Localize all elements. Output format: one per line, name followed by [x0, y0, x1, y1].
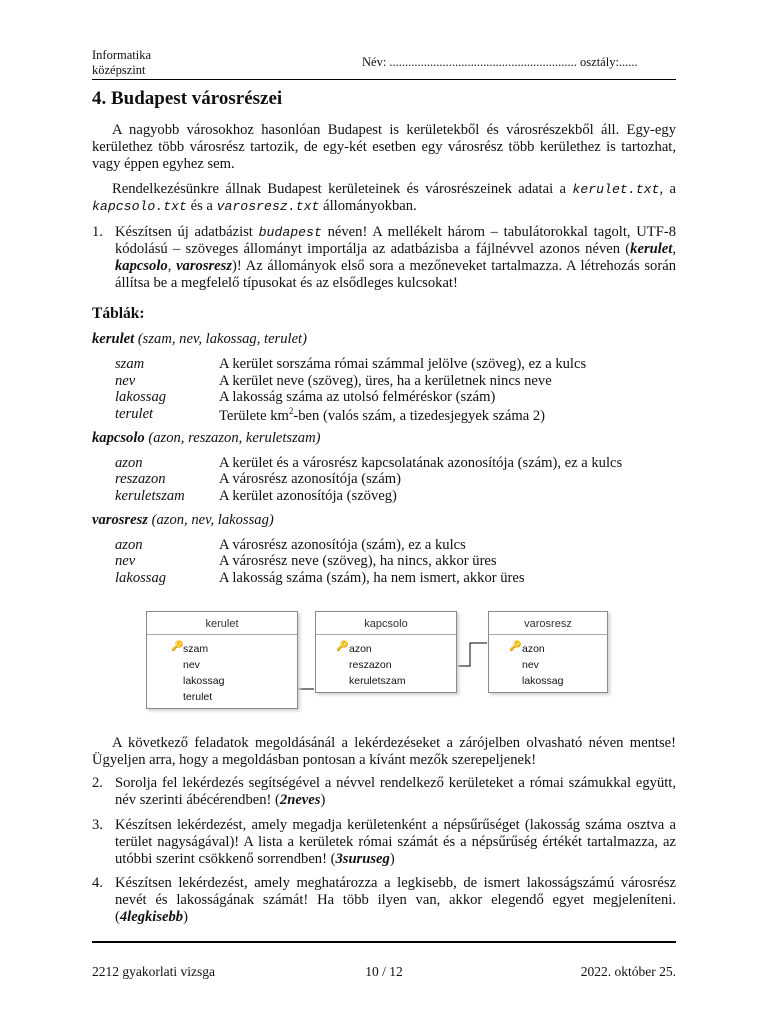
key-icon: 🔑	[171, 641, 184, 652]
field-desc: A lakosság száma az utolsó felméréskor (szám)	[219, 389, 496, 405]
footer-date: 2022. október 25.	[580, 964, 676, 979]
file-varosresz: varosresz.txt	[216, 199, 320, 214]
field-desc: A városrész azonosítója (szám), ez a kulcs	[219, 537, 466, 553]
task-1-text: Készítsen új adatbázist budapest néven! A mellékelt három – tabulátorokkal tagolt, UTF-8 kódolású – szöveges állományt importálja az adatbázisba a fájlnévvel azonos néven (kerulet, kapcsolo, varosresz)! Az állományok első sora a mezőneveket tartalmazza. A létrehozás során állítsa be a megfelelő típusokat és az elsődleges kulcsokat!	[115, 224, 676, 291]
field-desc: A városrész azonosítója (szám)	[219, 471, 401, 487]
field-desc: A lakosság száma (szám), ha nem ismert, akkor üres	[219, 570, 525, 586]
box-title: kerulet	[205, 618, 239, 630]
table-varosresz-header: varosresz (azon, nev, lakossag)	[92, 512, 274, 528]
subject-line-2: középszint	[92, 63, 146, 77]
db-name: budapest	[258, 225, 322, 240]
key-icon: 🔑	[336, 641, 349, 652]
table-box-varosresz[interactable]	[488, 611, 608, 693]
field-desc: Területe $km^2$-ben (valós szám, a tizedesjegyek száma 2)	[219, 406, 546, 424]
box-field: azon	[349, 643, 372, 655]
field-desc: A városrész neve (szöveg), ha nincs, akkor üres	[219, 553, 497, 569]
table-box-kapcsolo[interactable]	[315, 611, 457, 693]
field-name: szam	[115, 356, 145, 372]
name-class-field: Név: ............................................................ osztály:......	[362, 55, 638, 69]
box-field: keruletszam	[349, 675, 406, 687]
table-box-kerulet[interactable]	[146, 611, 298, 709]
tables-heading: Táblák:	[92, 305, 145, 322]
save-note: A következő feladatok megoldásánál a lekérdezéseket a zárójelben olvasható néven mentse! Ügyeljen arra, hogy a megoldásban pontosan a kívánt mezők szerepeljenek!	[92, 735, 676, 768]
footer-rule	[92, 941, 676, 943]
files-paragraph: Rendelkezésünkre állnak Budapest kerületeinek és városrészeinek adatai a kerulet.txt, a kapcsolo.txt és a varosresz.txt állományokban.	[92, 181, 676, 214]
key-icon: 🔑	[509, 641, 522, 652]
task-2-number: 2.	[92, 775, 103, 791]
field-name: nev	[115, 373, 136, 389]
box-field: nev	[522, 659, 539, 671]
page-number: 10 / 12	[365, 964, 403, 979]
file-kerulet: kerulet.txt	[572, 182, 660, 197]
field-name: lakossag	[115, 389, 167, 405]
box-field: reszazon	[349, 659, 392, 671]
box-field: nev	[183, 659, 200, 671]
task-4-text: Készítsen lekérdezést, amely meghatározza a legkisebb, de ismert lakosságszámú városrész nevét és lakosságának számát! Ha több ilyen van, akkor elegendő egyet megjeleníteni. (4legkisebb)	[115, 875, 676, 925]
footer-exam-code: 2212 gyakorlati vizsga	[92, 964, 215, 979]
field-name: azon	[115, 455, 143, 471]
field-name: azon	[115, 537, 143, 553]
box-title: kapcsolo	[364, 618, 408, 630]
subject-line-1: Informatika	[92, 48, 152, 62]
task-3-number: 3.	[92, 817, 103, 833]
table-kapcsolo-header: kapcsolo (azon, reszazon, keruletszam)	[92, 430, 321, 446]
file-kapcsolo: kapcsolo.txt	[92, 199, 187, 214]
box-title: varosresz	[524, 618, 572, 630]
field-name: nev	[115, 553, 136, 569]
field-desc: A kerület sorszáma római számmal jelölve (szöveg), ez a kulcs	[219, 356, 587, 372]
box-field: lakossag	[183, 675, 225, 687]
field-name: terulet	[115, 406, 154, 422]
box-field: lakossag	[522, 675, 564, 687]
field-name: lakossag	[115, 570, 167, 586]
field-desc: A kerület és a városrész kapcsolatának azonosítója (szám), ez a kulcs	[219, 455, 623, 471]
task-2-text: Sorolja fel lekérdezés segítségével a névvel rendelkező kerületeket a római számukkal együtt, név szerinti ábécérendben! (2neves)	[115, 775, 676, 808]
intro-paragraph: A nagyobb városokhoz hasonlóan Budapest is kerületekből és városrészekből áll. Egy-egy kerülethez több városrész tartozik, de egy-két esetben egy városrész több kerülethez is tartozhat, vagy éppen egyhez sem.	[92, 122, 676, 172]
field-name: keruletszam	[115, 488, 185, 504]
box-field: szam	[183, 643, 209, 655]
relation-line-kapcsolo-varosresz	[456, 643, 487, 666]
task-3-text: Készítsen lekérdezést, amely megadja kerületenként a népsűrűséget (lakosság száma osztva a terület nagyságával)! A lista a kerületek római számát és a népsűrűség értékét tartalmazza, az utóbbi szerint csökkenő sorrendben! (3suruseg)	[115, 817, 676, 867]
box-field: azon	[522, 643, 545, 655]
table-kerulet-header: kerulet (szam, nev, lakossag, terulet)	[92, 331, 307, 347]
field-desc: A kerület azonosítója (szöveg)	[219, 488, 397, 504]
task-4-number: 4.	[92, 875, 103, 891]
relationship-diagram	[140, 605, 610, 723]
header-rule	[92, 79, 676, 80]
page-title: 4. Budapest városrészei	[92, 88, 283, 109]
field-desc: A kerület neve (szöveg), üres, ha a kerületnek nincs neve	[219, 373, 552, 389]
task-1-number: 1.	[92, 224, 103, 240]
box-field: terulet	[183, 691, 213, 703]
field-name: reszazon	[115, 471, 166, 487]
